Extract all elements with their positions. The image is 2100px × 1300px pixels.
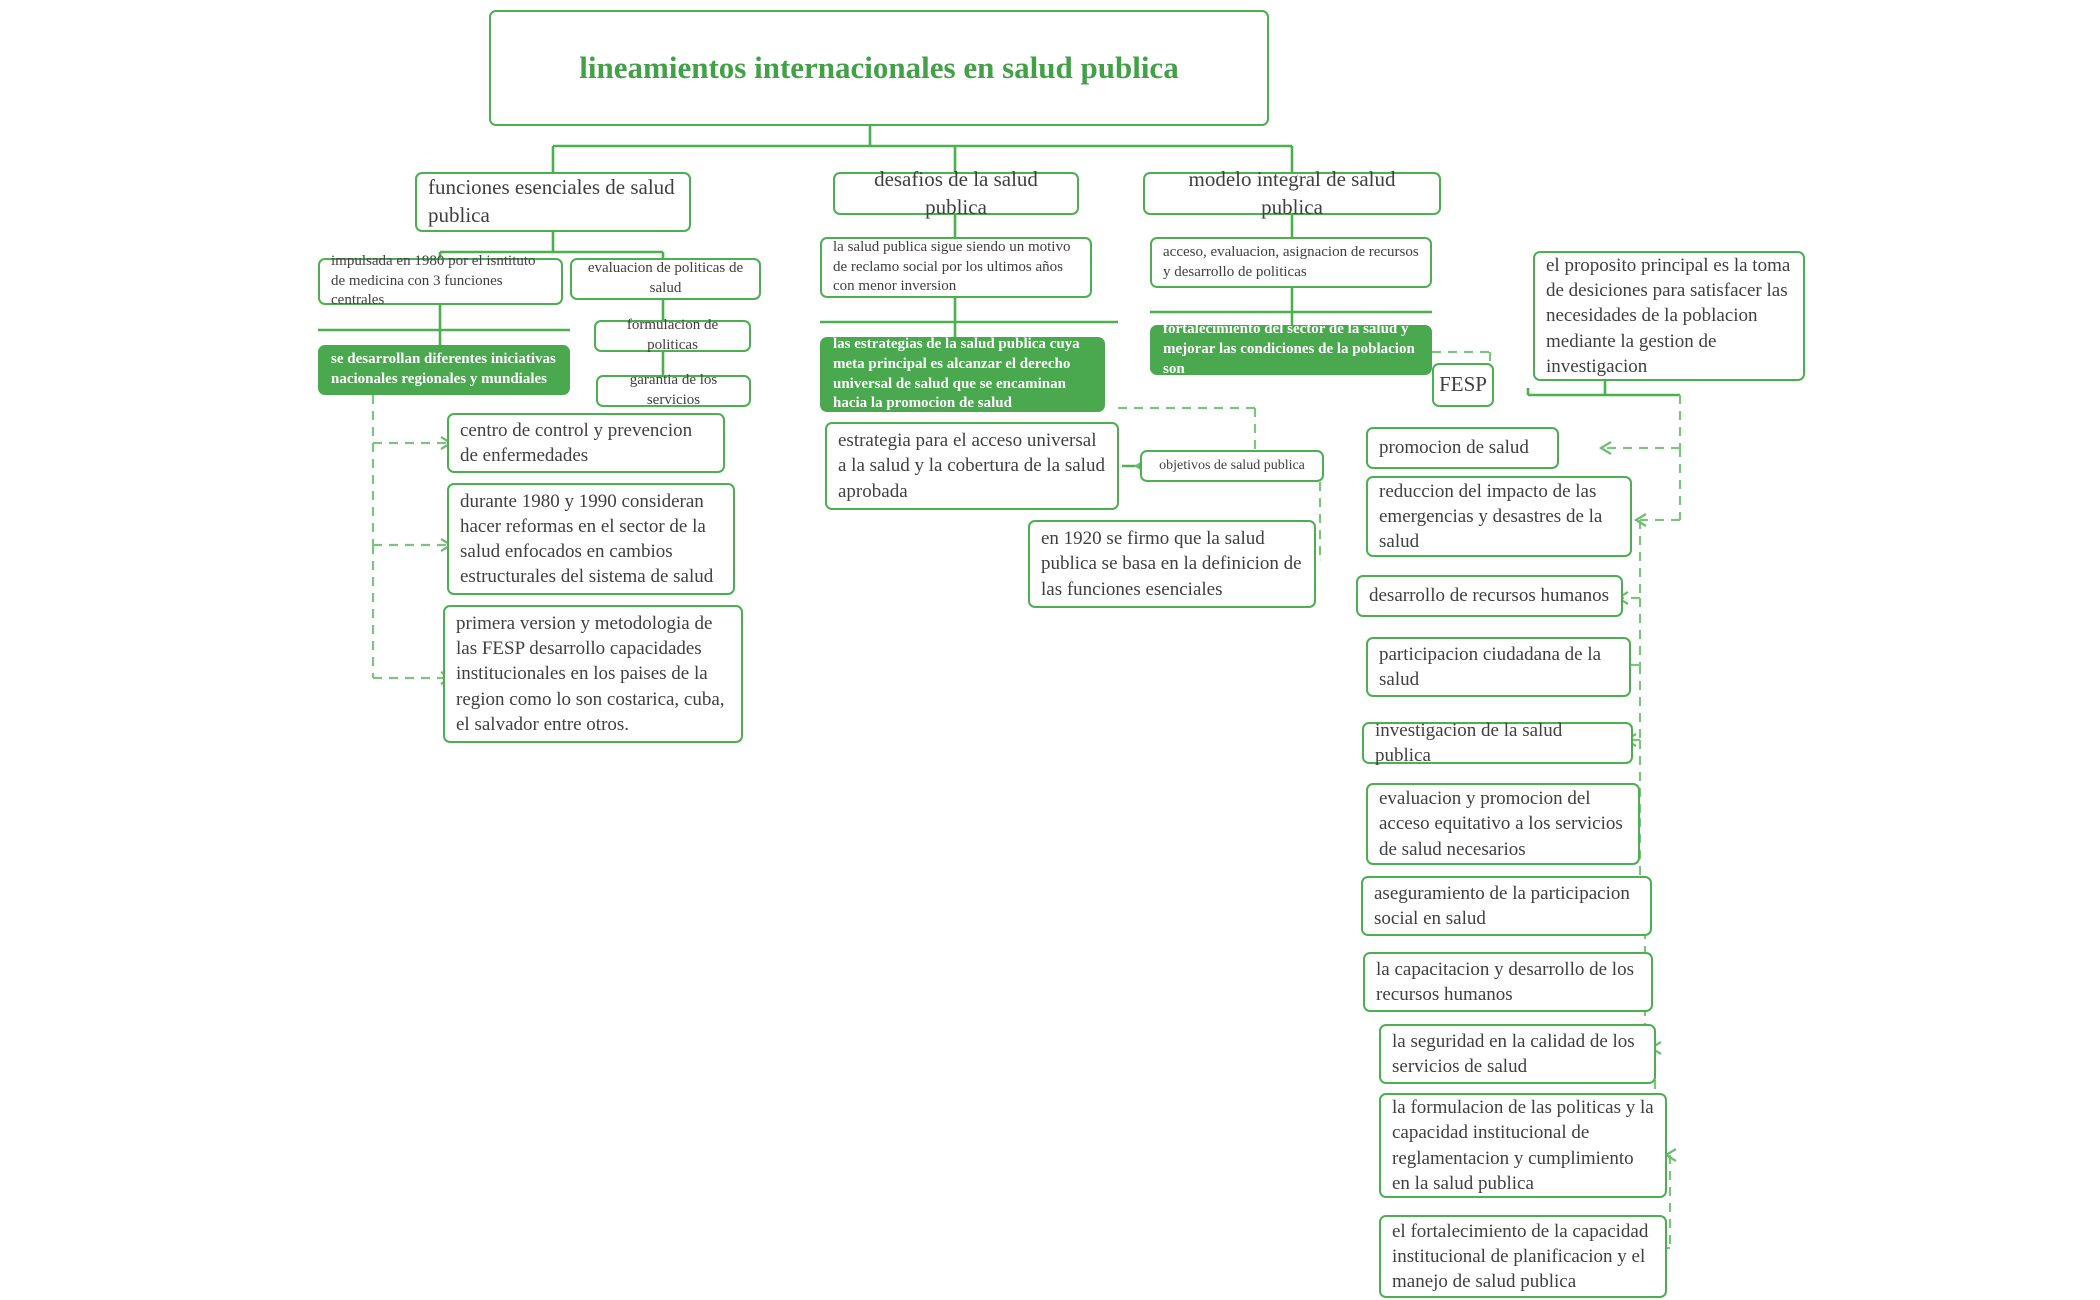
node-objetivos-salud-publica-label: objetivos de salud publica — [1159, 457, 1305, 473]
fesp-item-label: participacion ciudadana de la salud — [1379, 643, 1602, 690]
node-reclamo-social[interactable] — [820, 237, 1092, 298]
fesp-item[interactable] — [1366, 476, 1632, 557]
node-acceso-evaluacion-label: acceso, evaluacion, asignacion de recursos y desarrollo de politicas — [1163, 243, 1419, 280]
node-durante-1980-1990[interactable] — [447, 483, 735, 595]
node-estrategia-acceso-universal-label: estrategia para el acceso universal a la salud y la cobertura de la salud aprobada — [838, 430, 1105, 502]
fesp-item[interactable] — [1379, 1093, 1667, 1198]
node-acceso-evaluacion[interactable] — [1150, 237, 1432, 288]
branch-node-desafios-label: desafios de la salud publica — [874, 166, 1038, 219]
fesp-item[interactable] — [1356, 575, 1623, 617]
node-formulacion-politicas-label: formulacion de politicas — [626, 317, 719, 353]
node-garantia-servicios-label: garantia de los servicios — [629, 372, 718, 408]
node-formulacion-politicas[interactable] — [594, 317, 751, 353]
node-centro-control-label: centro de control y prevencion de enfermedades — [460, 419, 693, 466]
fesp-item-label: promocion de salud — [1379, 437, 1529, 459]
node-evaluacion-politicas-label: evaluacion de politicas de salud — [587, 260, 744, 296]
node-iniciativas-nacionales[interactable] — [318, 345, 570, 395]
branch-node-desafios[interactable] — [833, 166, 1079, 219]
node-garantia-servicios[interactable] — [596, 372, 751, 408]
node-fesp[interactable] — [1432, 363, 1494, 407]
branch-node-funciones-esenciales-label: funciones esenciales de salud publica — [428, 175, 675, 227]
node-impulsada-1980-label: impulsada en 1980 por el isntituto de medicina con 3 funciones centrales — [331, 252, 536, 309]
branch-node-modelo-integral[interactable] — [1143, 166, 1441, 219]
fesp-item-label: reduccion del impacto de las emergencias y desastres de la salud — [1379, 480, 1603, 553]
fesp-item[interactable] — [1379, 1215, 1667, 1298]
node-estrategias-salud-publica-label: las estrategias de la salud publica cuya meta principal es alcanzar el derecho universal de salud que se encaminan hacia la promocion de salud — [833, 335, 1080, 412]
branch-node-modelo-integral-label: modelo integral de salud publica — [1188, 166, 1396, 219]
node-evaluacion-politicas[interactable] — [570, 258, 761, 300]
fesp-item[interactable] — [1366, 637, 1631, 697]
node-en-1920-label: en 1920 se firmo que la salud publica se basa en la definicion de las funciones esenciales — [1041, 528, 1302, 600]
node-reclamo-social-label: la salud publica sigue siendo un motivo de reclamo social por los ultimos años con menor inversion — [833, 238, 1071, 295]
fesp-item[interactable] — [1366, 427, 1559, 469]
root-node[interactable] — [489, 10, 1269, 126]
node-fesp-label: FESP — [1439, 372, 1487, 397]
fesp-item[interactable] — [1362, 719, 1633, 766]
node-estrategia-acceso-universal[interactable] — [825, 422, 1119, 510]
fesp-item-label: desarrollo de recursos humanos — [1369, 585, 1610, 607]
fesp-item-label: investigacion de la salud publica — [1375, 719, 1563, 766]
fesp-item[interactable] — [1363, 952, 1653, 1012]
fesp-item-label: el fortalecimiento de la capacidad institucional de planificacion y el manejo de salud publica — [1392, 1220, 1649, 1293]
node-durante-1980-1990-label: durante 1980 y 1990 consideran hacer reformas en el sector de la salud enfocados en cambios estructurales del sistema de salud — [460, 490, 714, 588]
node-estrategias-salud-publica[interactable] — [820, 337, 1105, 412]
fesp-item[interactable] — [1379, 1024, 1656, 1084]
node-en-1920[interactable] — [1028, 520, 1316, 608]
fesp-item-label: la capacitacion y desarrollo de los recursos humanos — [1376, 958, 1634, 1005]
fesp-item-label: evaluacion y promocion del acceso equitativo a los servicios de salud necesarios — [1379, 788, 1623, 860]
node-objetivos-salud-publica[interactable] — [1140, 450, 1324, 482]
node-primera-version-fesp-label: primera version y metodologia de las FESP desarrollo capacidades institucionales en los paises de la region como lo son costarica, cuba, el salvador entre otros. — [456, 613, 725, 735]
fesp-item-label: aseguramiento de la participacion social en salud — [1374, 882, 1630, 929]
node-proposito-principal[interactable] — [1533, 251, 1805, 381]
fesp-item[interactable] — [1366, 783, 1640, 865]
node-fortalecimiento-sector[interactable] — [1150, 321, 1432, 377]
node-fortalecimiento-sector-label: fortalecimiento del sector de la salud y mejorar las condiciones de la poblacion son — [1163, 321, 1415, 377]
node-primera-version-fesp[interactable] — [443, 605, 743, 743]
node-iniciativas-nacionales-label: se desarrollan diferentes iniciativas nacionales regionales y mundiales — [331, 351, 556, 387]
branch-node-funciones-esenciales[interactable] — [415, 172, 691, 232]
node-centro-control[interactable] — [447, 413, 725, 473]
node-impulsada-1980[interactable] — [318, 252, 563, 309]
fesp-item[interactable] — [1361, 876, 1652, 936]
fesp-item-label: la seguridad en la calidad de los servicios de salud — [1392, 1030, 1635, 1077]
node-proposito-principal-label: el proposito principal es la toma de desiciones para satisfacer las necesidades de la poblacion mediante la gestion de investigacion — [1546, 255, 1791, 377]
root-node-label: lineamientos internacionales en salud publica — [579, 49, 1179, 85]
fesp-item-label: la formulacion de las politicas y la capacidad institucional de reglamentacion y cumplimiento en la salud publica — [1392, 1097, 1654, 1194]
